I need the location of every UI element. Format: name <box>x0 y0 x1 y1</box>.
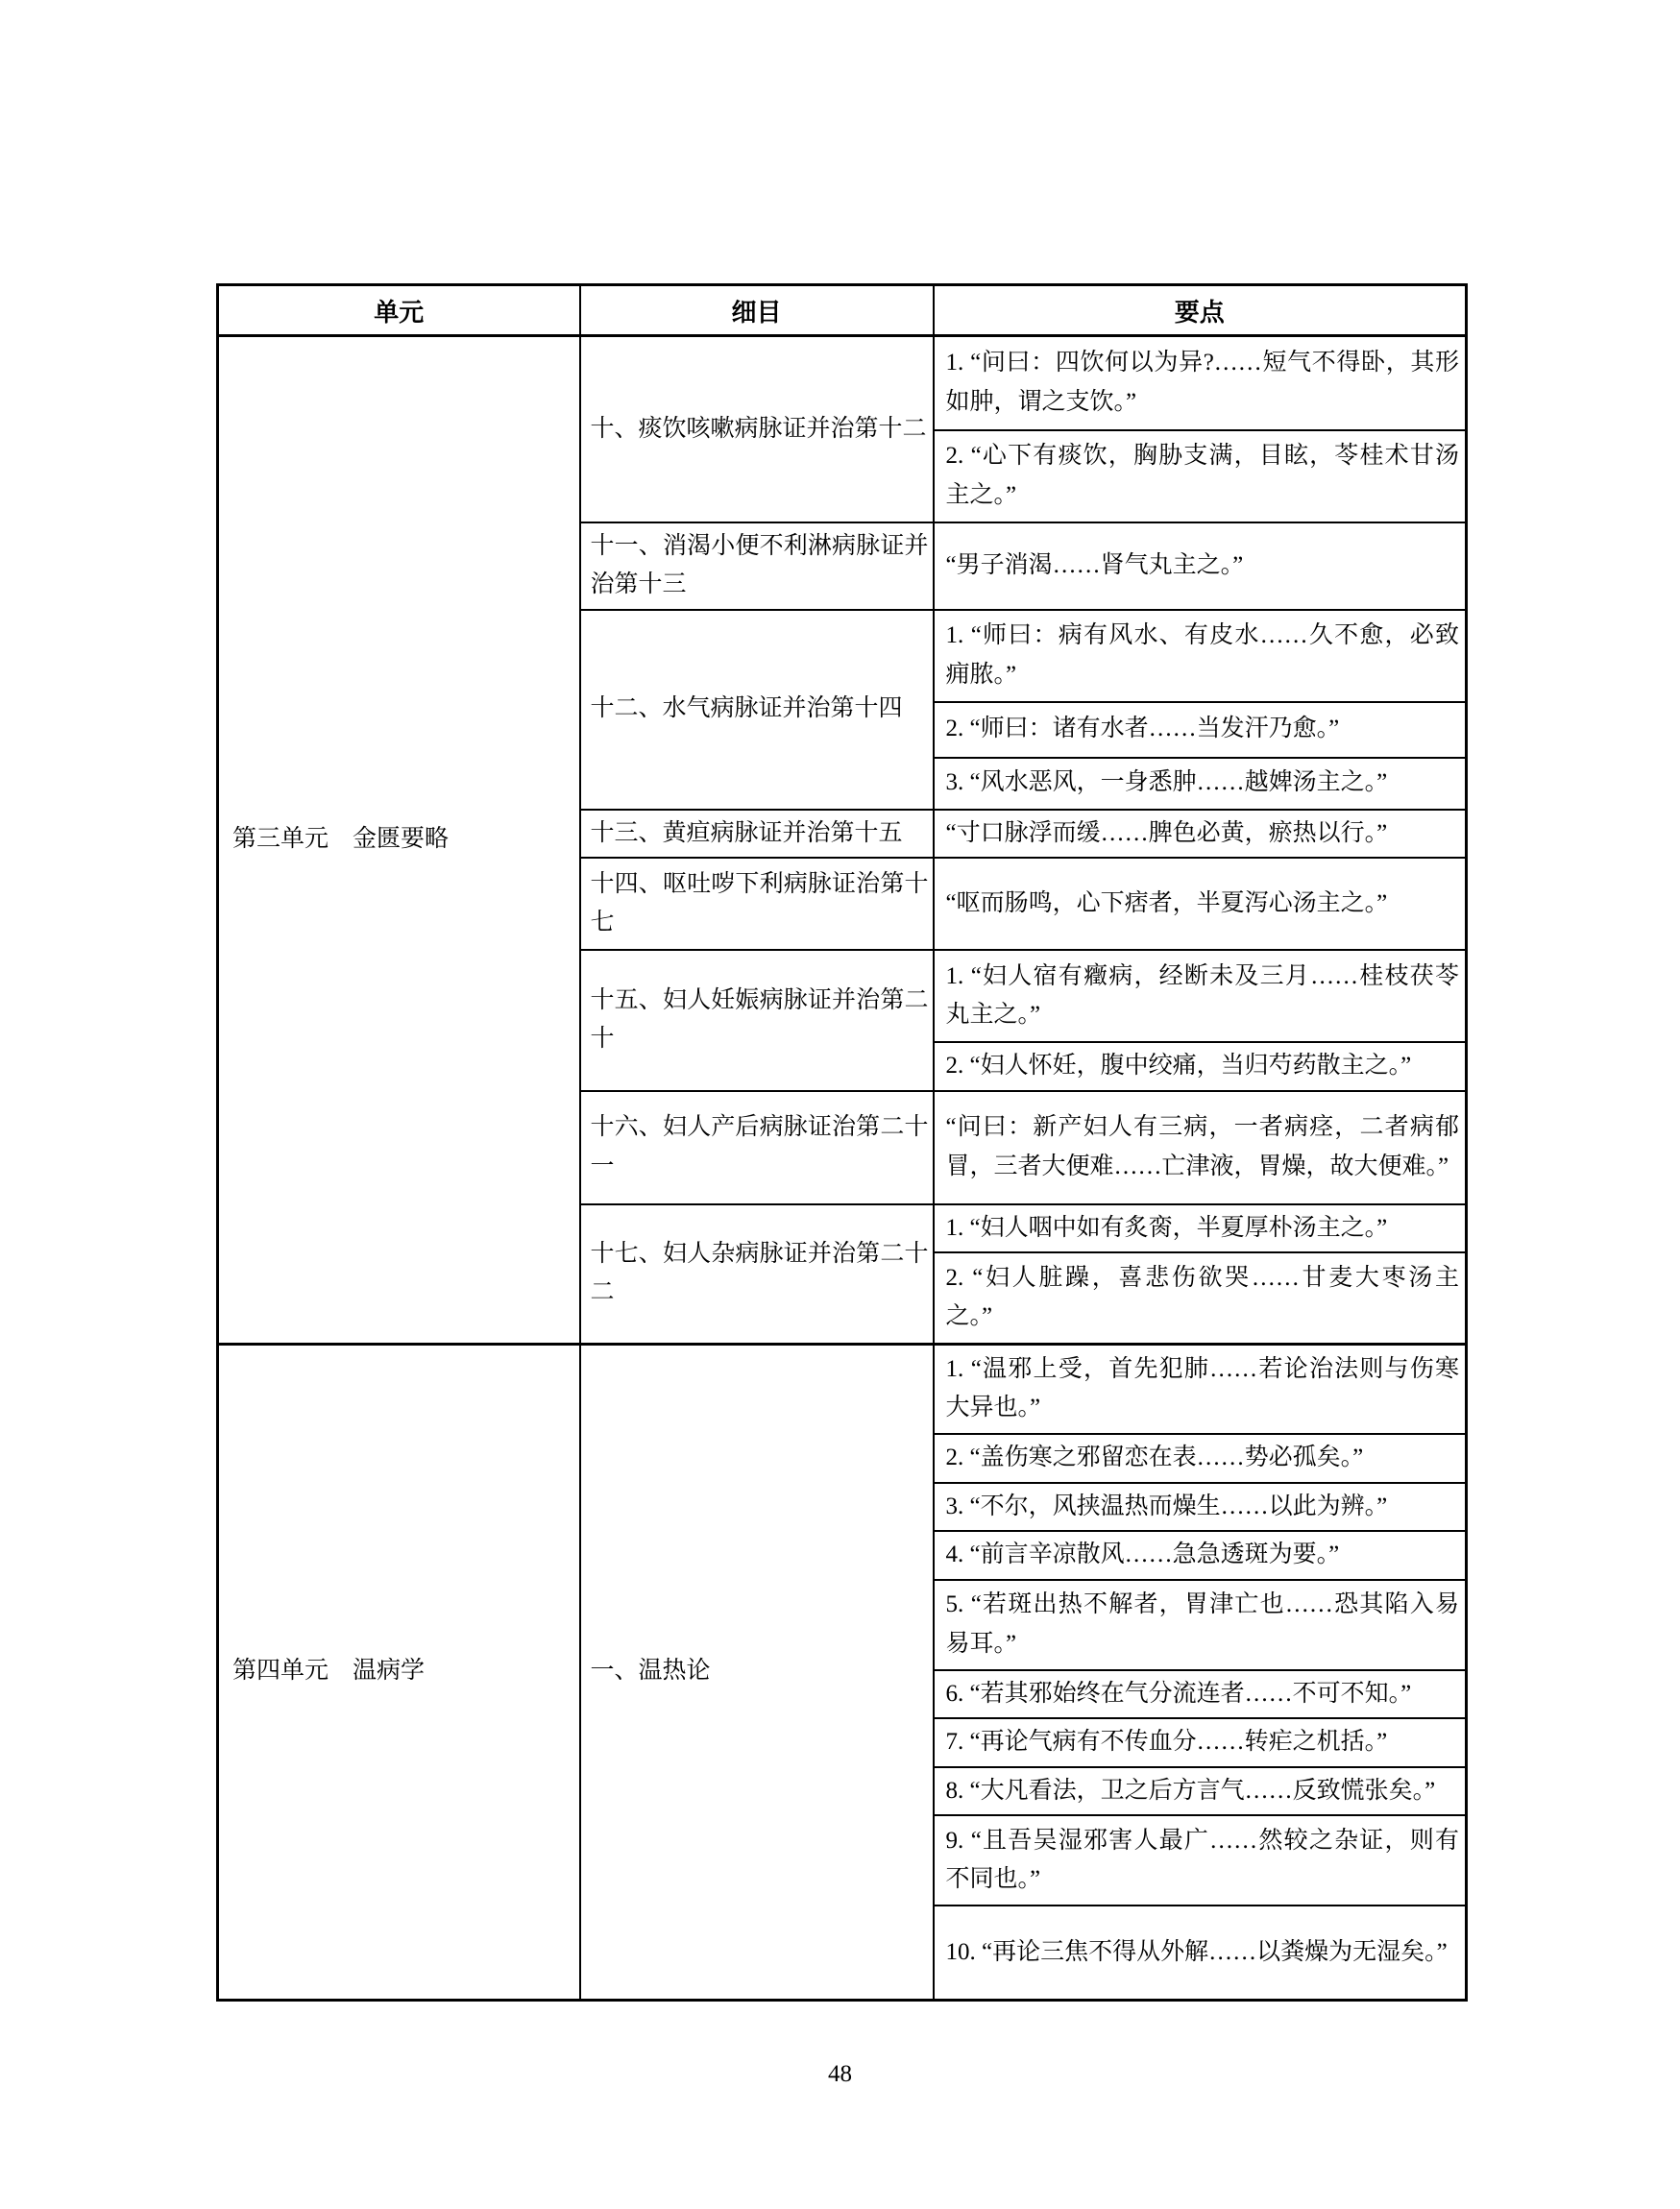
point-cell: 2. “心下有痰饮，胸胁支满，目眩，苓桂术甘汤主之。” <box>934 430 1467 522</box>
point-cell: 3. “风水恶风，一身悉肿……越婢汤主之。” <box>934 758 1467 810</box>
point-cell: 1. “温邪上受，首先犯肺……若论治法则与伤寒大异也。” <box>934 1344 1467 1434</box>
point-cell: “男子消渴……肾气丸主之。” <box>934 522 1467 610</box>
point-cell: 8. “大凡看法，卫之后方言气……反致慌张矣。” <box>934 1767 1467 1816</box>
point-cell: 1. “妇人宿有癥病，经断未及三月……桂枝茯苓丸主之。” <box>934 950 1467 1042</box>
point-cell: 10. “再论三焦不得从外解……以粪燥为无湿矣。” <box>934 1906 1467 2000</box>
point-cell: 2. “盖伤寒之邪留恋在表……势必孤矣。” <box>934 1434 1467 1483</box>
detail-cell: 十六、妇人产后病脉证治第二十一 <box>580 1091 934 1204</box>
unit-cell: 第三单元 金匮要略 <box>218 336 580 1345</box>
point-cell: 2. “妇人脏躁，喜悲伤欲哭……甘麦大枣汤主之。” <box>934 1252 1467 1344</box>
header-row <box>218 285 1467 336</box>
column-header-detail: 细目 <box>580 285 934 336</box>
point-cell: “寸口脉浮而缓……脾色必黄，瘀热以行。” <box>934 810 1467 859</box>
point-cell: 2. “师曰：诸有水者……当发汗乃愈。” <box>934 702 1467 758</box>
detail-cell: 十七、妇人杂病脉证并治第二十二 <box>580 1204 934 1345</box>
table-row <box>218 336 1467 430</box>
detail-cell: 一、温热论 <box>580 1344 934 2000</box>
point-cell: 2. “妇人怀妊，腹中绞痛，当归芍药散主之。” <box>934 1042 1467 1091</box>
detail-cell: 十、痰饮咳嗽病脉证并治第十二 <box>580 336 934 522</box>
point-cell: 1. “妇人咽中如有炙脔，半夏厚朴汤主之。” <box>934 1204 1467 1253</box>
detail-cell: 十五、妇人妊娠病脉证并治第二十 <box>580 950 934 1091</box>
point-cell: 4. “前言辛凉散风……急急透斑为要。” <box>934 1531 1467 1580</box>
table-row <box>218 1344 1467 1434</box>
syllabus-table <box>216 283 1468 2002</box>
unit-cell: 第四单元 温病学 <box>218 1344 580 2000</box>
page-number: 48 <box>828 2061 852 2087</box>
point-cell: 9. “且吾吴湿邪害人最广……然较之杂证，则有不同也。” <box>934 1815 1467 1906</box>
detail-cell: 十二、水气病脉证并治第十四 <box>580 610 934 810</box>
column-header-unit: 单元 <box>218 285 580 336</box>
detail-cell: 十四、呕吐哕下利病脉证治第十七 <box>580 858 934 950</box>
point-cell: “问曰：新产妇人有三病，一者病痉，二者病郁冒，三者大便难……亡津液，胃燥，故大便难。” <box>934 1091 1467 1204</box>
detail-cell: 十一、消渴小便不利淋病脉证并治第十三 <box>580 522 934 610</box>
point-cell: 3. “不尔，风挟温热而燥生……以此为辨。” <box>934 1483 1467 1532</box>
point-cell: 6. “若其邪始终在气分流连者……不可不知。” <box>934 1670 1467 1719</box>
point-cell: 1. “师曰：病有风水、有皮水……久不愈，必致痈脓。” <box>934 610 1467 702</box>
point-cell: 1. “问曰：四饮何以为异?……短气不得卧，其形如肿，谓之支饮。” <box>934 336 1467 430</box>
detail-cell: 十三、黄疸病脉证并治第十五 <box>580 810 934 859</box>
column-header-points: 要点 <box>934 285 1467 336</box>
point-cell: 7. “再论气病有不传血分……转疟之机括。” <box>934 1718 1467 1767</box>
point-cell: 5. “若斑出热不解者，胃津亡也……恐其陷入易易耳。” <box>934 1580 1467 1670</box>
point-cell: “呕而肠鸣，心下痞者，半夏泻心汤主之。” <box>934 858 1467 950</box>
